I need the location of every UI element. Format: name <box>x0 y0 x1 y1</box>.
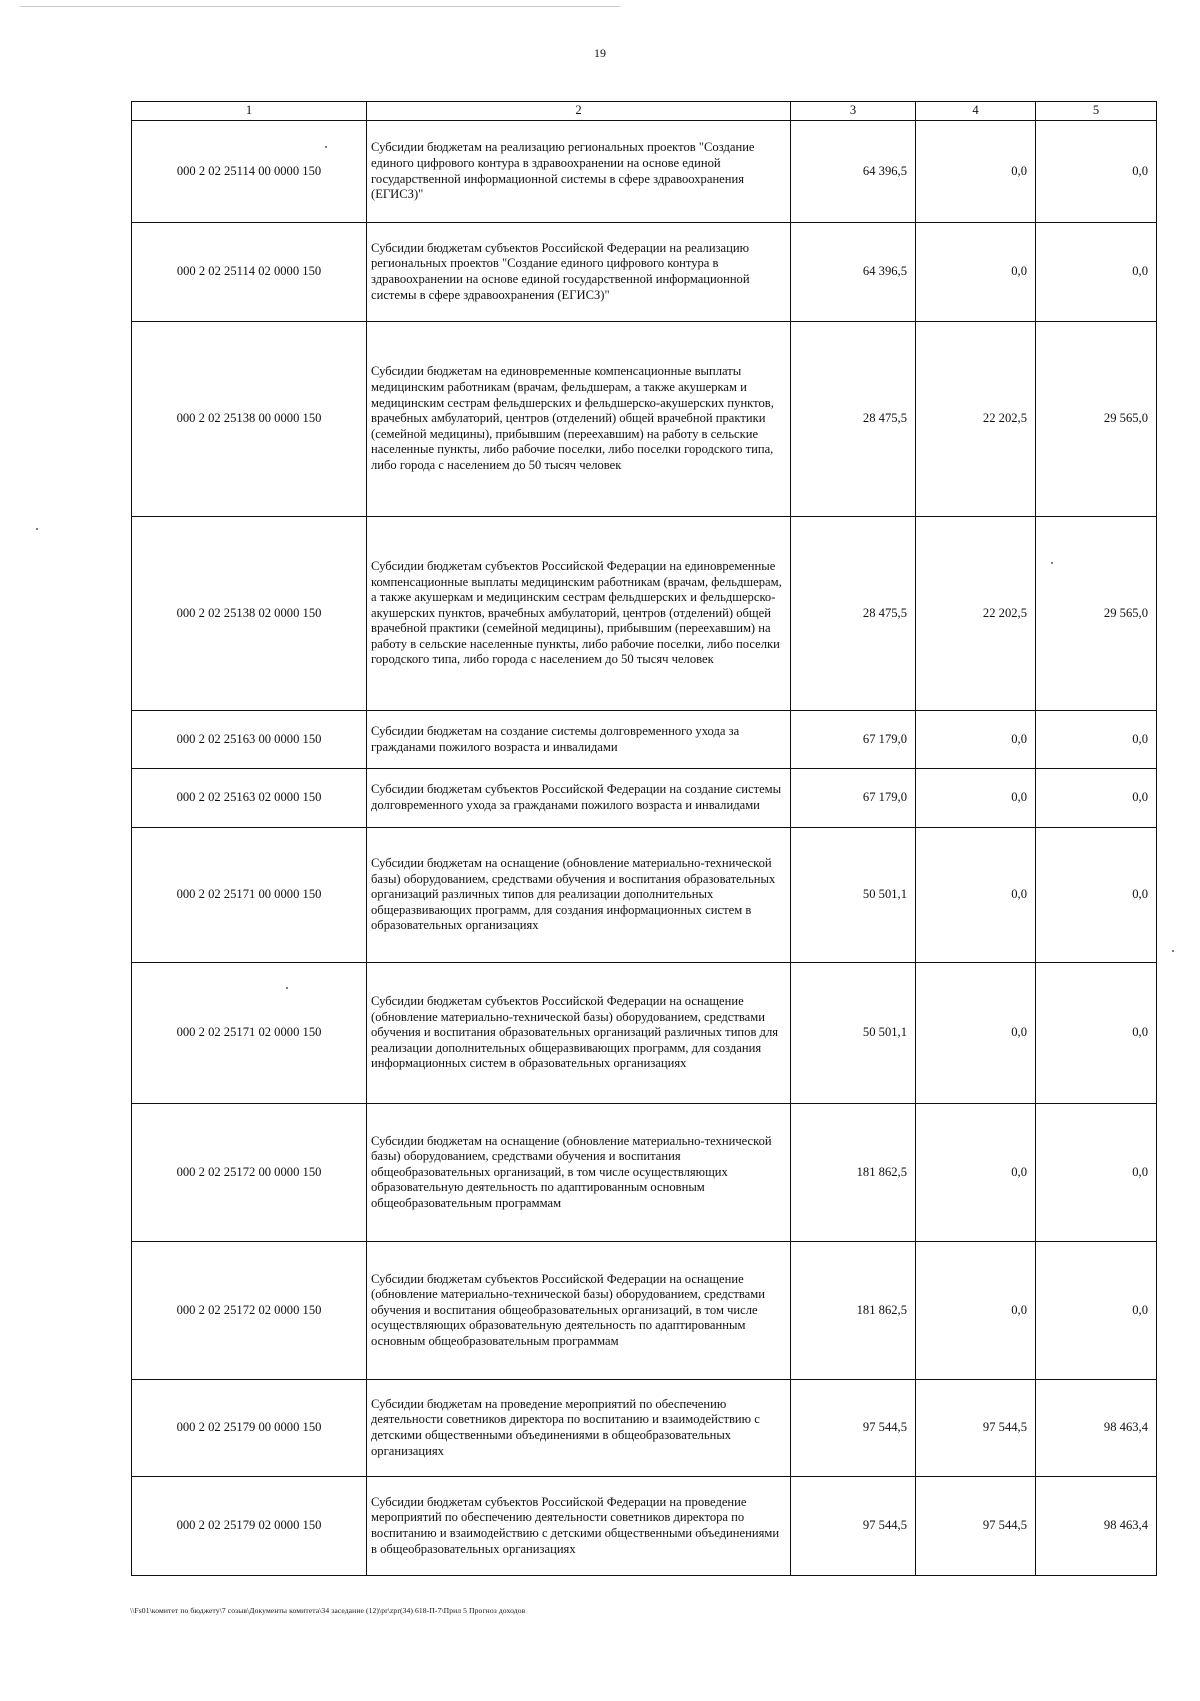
budget-code: 000 2 02 25172 02 0000 150 <box>132 1242 367 1380</box>
scan-speck <box>1051 562 1053 564</box>
scan-speck <box>36 528 38 530</box>
income-description: Субсидии бюджетам субъектов Российской Федерации на создание системы долговременного ухода за гражданами пожилого возраста и инвалидами <box>367 769 791 828</box>
table-row <box>132 1380 1157 1477</box>
income-description: Субсидии бюджетам субъектов Российской Федерации на реализацию региональных проектов "Создание единого цифрового контура в здравоохранении на основе единой государственной информационной системы в сфере здравоохранения (ЕГИСЗ)" <box>367 223 791 322</box>
amount-col3: 181 862,5 <box>791 1104 916 1242</box>
amount-col3: 64 396,5 <box>791 223 916 322</box>
scan-speck <box>1172 950 1174 952</box>
budget-code: 000 2 02 25163 02 0000 150 <box>132 769 367 828</box>
amount-col3: 181 862,5 <box>791 1242 916 1380</box>
table-header-row <box>132 102 1157 121</box>
budget-code: 000 2 02 25114 00 0000 150 <box>132 121 367 223</box>
budget-code: 000 2 02 25163 00 0000 150 <box>132 711 367 769</box>
amount-col5: 98 463,4 <box>1036 1477 1157 1576</box>
budget-code: 000 2 02 25179 02 0000 150 <box>132 1477 367 1576</box>
income-description: Субсидии бюджетам на реализацию региональных проектов "Создание единого цифрового контура в здравоохранении на основе единой государственной информационной системы в сфере здравоохранения (ЕГИСЗ)" <box>367 121 791 223</box>
table-row <box>132 121 1157 223</box>
amount-col5: 0,0 <box>1036 1104 1157 1242</box>
income-description: Субсидии бюджетам на оснащение (обновление материально-технической базы) оборудованием, средствами обучения и воспитания образовательных организаций различных типов для реализации дополнительных общеразвивающих программ, для создания информационных систем в образовательных организациях <box>367 828 791 963</box>
income-description: Субсидии бюджетам на проведение мероприятий по обеспечению деятельности советников директора по воспитанию и взаимодействию с детскими общественными объединениями в общеобразовательных организациях <box>367 1380 791 1477</box>
table-row <box>132 711 1157 769</box>
amount-col3: 50 501,1 <box>791 963 916 1104</box>
budget-code: 000 2 02 25171 00 0000 150 <box>132 828 367 963</box>
budget-code: 000 2 02 25138 02 0000 150 <box>132 517 367 711</box>
scan-speck <box>286 987 288 989</box>
budget-code: 000 2 02 25138 00 0000 150 <box>132 322 367 517</box>
amount-col5: 29 565,0 <box>1036 322 1157 517</box>
amount-col3: 67 179,0 <box>791 769 916 828</box>
amount-col3: 97 544,5 <box>791 1477 916 1576</box>
column-header-5: 5 <box>1036 102 1157 121</box>
table-row <box>132 1477 1157 1576</box>
amount-col4: 0,0 <box>916 828 1036 963</box>
amount-col4: 22 202,5 <box>916 322 1036 517</box>
scan-speck <box>325 146 327 148</box>
table-row <box>132 1104 1157 1242</box>
table-row <box>132 769 1157 828</box>
amount-col4: 0,0 <box>916 769 1036 828</box>
income-description: Субсидии бюджетам субъектов Российской Федерации на оснащение (обновление материально-технической базы) оборудованием, средствами обучения и воспитания общеобразовательных организаций, в том числе осуществляющих образовательную деятельность по адаптированным основным общеобразовательным программам <box>367 1242 791 1380</box>
table-row <box>132 1242 1157 1380</box>
file-path-footer: \\Fs01\комитет по бюджету\7 созыв\Документы комитета\34 заседание (12)\pr\zpr(34) 618-П-7\Прил 5 Прогноз доходов <box>130 1606 526 1615</box>
amount-col4: 0,0 <box>916 1104 1036 1242</box>
amount-col4: 0,0 <box>916 223 1036 322</box>
income-description: Субсидии бюджетам субъектов Российской Федерации на проведение мероприятий по обеспечению деятельности советников директора по воспитанию и взаимодействию с детскими общественными объединениями в общеобразовательных организациях <box>367 1477 791 1576</box>
amount-col4: 0,0 <box>916 1242 1036 1380</box>
column-header-3: 3 <box>791 102 916 121</box>
amount-col5: 98 463,4 <box>1036 1380 1157 1477</box>
scan-artifact-line <box>20 6 620 7</box>
budget-code: 000 2 02 25114 02 0000 150 <box>132 223 367 322</box>
table-row <box>132 828 1157 963</box>
amount-col3: 50 501,1 <box>791 828 916 963</box>
income-description: Субсидии бюджетам на создание системы долговременного ухода за гражданами пожилого возраста и инвалидами <box>367 711 791 769</box>
income-description: Субсидии бюджетам на оснащение (обновление материально-технической базы) оборудованием, средствами обучения и воспитания общеобразовательных организаций, в том числе осуществляющих образовательную деятельность по адаптированным основным общеобразовательным программам <box>367 1104 791 1242</box>
amount-col5: 0,0 <box>1036 769 1157 828</box>
page-number: 19 <box>594 46 606 60</box>
income-description: Субсидии бюджетам субъектов Российской Федерации на единовременные компенсационные выплаты медицинским работникам (врачам, фельдшерам, а также акушеркам и медицинским сестрам фельдшерских и фельдшерско-акушерских пунктов, врачебных амбулаторий, центров (отделений) общей врачебной практики (семейной медицины), прибывшим (переехавшим) на работу в сельские населенные пункты, либо рабочие поселки, либо поселки городского типа, либо города с населением до 50 тысяч человек <box>367 517 791 711</box>
column-header-2: 2 <box>367 102 791 121</box>
amount-col3: 28 475,5 <box>791 322 916 517</box>
amount-col4: 0,0 <box>916 963 1036 1104</box>
amount-col4: 97 544,5 <box>916 1477 1036 1576</box>
amount-col3: 28 475,5 <box>791 517 916 711</box>
amount-col4: 22 202,5 <box>916 517 1036 711</box>
amount-col5: 0,0 <box>1036 828 1157 963</box>
amount-col5: 0,0 <box>1036 223 1157 322</box>
amount-col5: 0,0 <box>1036 963 1157 1104</box>
amount-col4: 97 544,5 <box>916 1380 1036 1477</box>
amount-col3: 97 544,5 <box>791 1380 916 1477</box>
budget-code: 000 2 02 25171 02 0000 150 <box>132 963 367 1104</box>
budget-code: 000 2 02 25172 00 0000 150 <box>132 1104 367 1242</box>
amount-col4: 0,0 <box>916 121 1036 223</box>
column-header-4: 4 <box>916 102 1036 121</box>
amount-col3: 64 396,5 <box>791 121 916 223</box>
table-row <box>132 322 1157 517</box>
table-row <box>132 517 1157 711</box>
table-row <box>132 223 1157 322</box>
income-description: Субсидии бюджетам субъектов Российской Федерации на оснащение (обновление материально-технической базы) оборудованием, средствами обучения и воспитания образовательных организаций различных типов для реализации дополнительных общеразвивающих программ, для создания информационных систем в образовательных организациях <box>367 963 791 1104</box>
amount-col5: 0,0 <box>1036 711 1157 769</box>
table-row <box>132 963 1157 1104</box>
amount-col3: 67 179,0 <box>791 711 916 769</box>
amount-col5: 0,0 <box>1036 121 1157 223</box>
column-header-1: 1 <box>132 102 367 121</box>
budget-code: 000 2 02 25179 00 0000 150 <box>132 1380 367 1477</box>
amount-col5: 29 565,0 <box>1036 517 1157 711</box>
income-description: Субсидии бюджетам на единовременные компенсационные выплаты медицинским работникам (врачам, фельдшерам, а также акушеркам и медицинским сестрам фельдшерских и фельдшерско-акушерских пунктов, врачебных амбулаторий, центров (отделений) общей врачебной практики (семейной медицины), прибывшим (переехавшим) на работу в сельские населенные пункты, либо рабочие поселки, либо поселки городского типа, либо города с населением до 50 тысяч человек <box>367 322 791 517</box>
amount-col4: 0,0 <box>916 711 1036 769</box>
revenue-table <box>131 101 1157 1576</box>
amount-col5: 0,0 <box>1036 1242 1157 1380</box>
